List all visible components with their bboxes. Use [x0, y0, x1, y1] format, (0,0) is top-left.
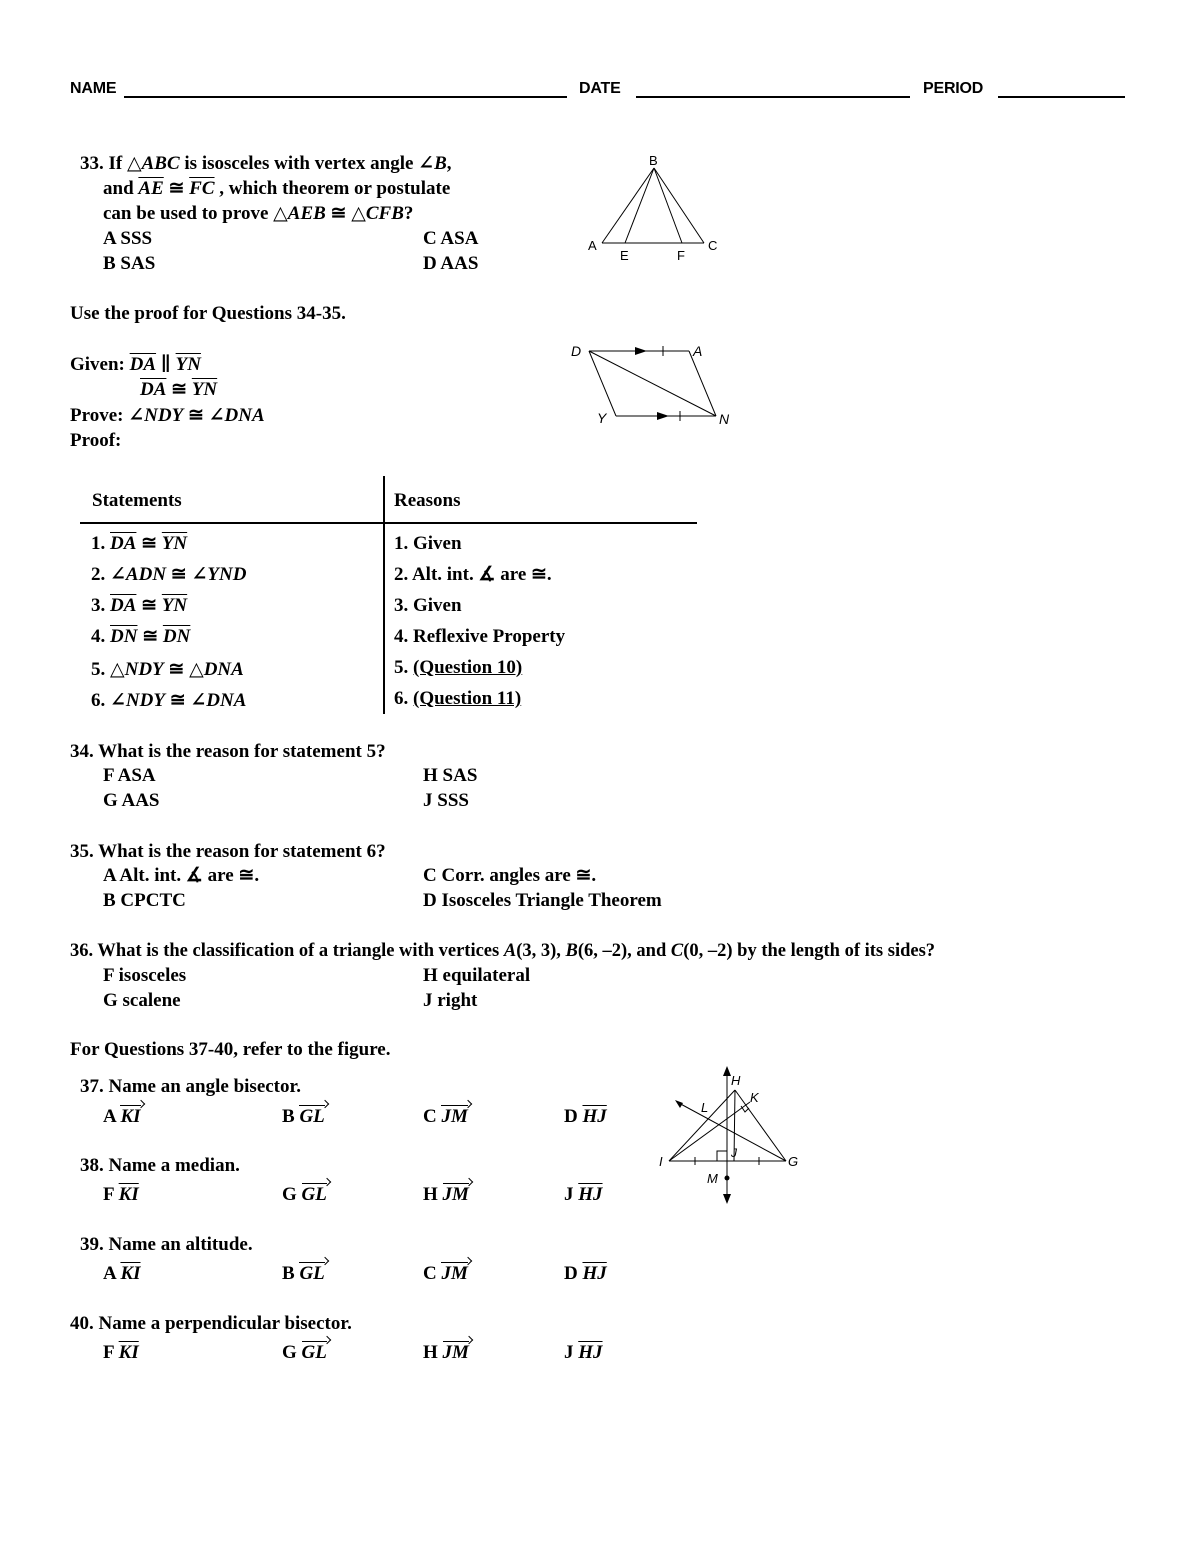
q33-text-line2: and $\overline{AE}$ ≅ $\overline{FC}$ , which theorem or postulate	[103, 178, 451, 199]
q34-text: 34. What is the reason for statement 5?	[70, 741, 386, 762]
given-line2: $\overline{DA}$ ≅ $\overline{YN}$	[140, 379, 218, 400]
proof-heading: Use the proof for Questions 34-35.	[70, 303, 346, 324]
q38-option-h[interactable]: H JM	[423, 1184, 469, 1205]
q36-option-f[interactable]: F isosceles	[103, 965, 187, 986]
date-field[interactable]	[636, 96, 910, 98]
q40-option-f[interactable]: F $\overline{KI}$	[103, 1342, 139, 1363]
q37-option-a[interactable]: A KI	[103, 1106, 141, 1127]
date-label: DATE	[579, 80, 621, 97]
label-F: F	[677, 248, 685, 263]
q35-option-d[interactable]: D Isosceles Triangle Theorem	[423, 890, 662, 911]
q34-option-f[interactable]: F ASA	[103, 765, 156, 786]
parallelogram-figure	[565, 338, 740, 433]
proof-table-vline	[383, 476, 385, 714]
q36-option-g[interactable]: G scalene	[103, 990, 181, 1011]
q39-text: 39. Name an altitude.	[80, 1234, 253, 1255]
reason-4: 4. Reflexive Property	[394, 626, 566, 647]
q38-text: 38. Name a median.	[80, 1155, 240, 1176]
reason-5: 5. (Question 10)	[394, 657, 523, 678]
triangle-segments-figure	[655, 1062, 805, 1207]
q40-option-g[interactable]: G GL	[282, 1342, 327, 1363]
q38-option-j[interactable]: J $\overline{HJ}$	[564, 1184, 603, 1205]
proof-label: Proof:	[70, 430, 122, 451]
prove-line: Prove: ∠NDY ≅ ∠DNA	[70, 405, 265, 426]
q36-text: 36. What is the classification of a triangle with vertices A(3, 3), B(6, –2), and C(0, –2) by the length of its sides?	[70, 941, 936, 961]
q35-option-b[interactable]: B CPCTC	[103, 890, 186, 911]
label-J: J	[731, 1146, 737, 1160]
statements-header: Statements	[92, 490, 182, 511]
label-M: M	[707, 1171, 718, 1186]
figure-section-heading: For Questions 37-40, refer to the figure.	[70, 1039, 391, 1060]
q37-option-c[interactable]: C JM	[423, 1106, 468, 1127]
isosceles-triangle-figure	[580, 150, 730, 265]
question-11-link[interactable]: (Question 11)	[413, 688, 522, 709]
q36-option-j[interactable]: J right	[423, 990, 478, 1011]
label-C: C	[708, 238, 718, 253]
q35-option-a[interactable]: A Alt. int. ∡ are ≅.	[103, 865, 260, 886]
reasons-header: Reasons	[394, 490, 461, 511]
label-A: A	[588, 238, 597, 253]
reason-3: 3. Given	[394, 595, 462, 616]
label-B: B	[649, 153, 658, 168]
label-H: H	[731, 1073, 741, 1088]
label-I: I	[659, 1154, 663, 1169]
given-line1: Given: $\overline{DA}$ ∥ $\overline{YN}$	[70, 354, 201, 375]
q39-option-b[interactable]: B GL	[282, 1263, 325, 1284]
statement-4: 4. $\overline{DN}$ ≅ $\overline{DN}$	[91, 626, 191, 647]
q35-option-c[interactable]: C Corr. angles are ≅.	[423, 865, 597, 886]
statement-3: 3. $\overline{DA}$ ≅ $\overline{YN}$	[91, 595, 188, 616]
q37-option-d[interactable]: D $\overline{HJ}$	[564, 1106, 607, 1127]
label-N: N	[719, 411, 730, 427]
q38-option-f[interactable]: F $\overline{KI}$	[103, 1184, 139, 1205]
q39-option-c[interactable]: C JM	[423, 1263, 468, 1284]
q39-option-d[interactable]: D $\overline{HJ}$	[564, 1263, 607, 1284]
name-label: NAME	[70, 80, 117, 97]
q33-text-line3: can be used to prove △AEB ≅ △CFB?	[103, 203, 414, 224]
q34-option-g[interactable]: G AAS	[103, 790, 160, 811]
label-Y: Y	[597, 410, 607, 426]
name-field[interactable]	[124, 96, 567, 98]
q40-option-j[interactable]: J $\overline{HJ}$	[564, 1342, 603, 1363]
label-D: D	[571, 343, 582, 359]
q40-option-h[interactable]: H JM	[423, 1342, 469, 1363]
period-label: PERIOD	[923, 80, 984, 97]
statement-5: 5. △NDY ≅ △DNA	[91, 659, 244, 680]
q33-option-a[interactable]: A SSS	[103, 228, 153, 249]
statement-2: 2. ∠ADN ≅ ∠YND	[91, 564, 247, 585]
label-L: L	[701, 1100, 709, 1115]
label-E: E	[620, 248, 629, 263]
period-field[interactable]	[998, 96, 1125, 98]
reason-6: 6. (Question 11)	[394, 688, 522, 709]
q34-option-h[interactable]: H SAS	[423, 765, 478, 786]
q33-option-b[interactable]: B SAS	[103, 253, 156, 274]
q37-text: 37. Name an angle bisector.	[80, 1076, 301, 1097]
label-A-para: A	[693, 343, 703, 359]
statement-6: 6. ∠NDY ≅ ∠DNA	[91, 690, 247, 711]
label-K: K	[750, 1090, 759, 1105]
question-10-link[interactable]: (Question 10)	[413, 657, 523, 678]
q40-text: 40. Name a perpendicular bisector.	[70, 1313, 352, 1334]
q34-option-j[interactable]: J SSS	[423, 790, 469, 811]
q33-option-d[interactable]: D AAS	[423, 253, 479, 274]
q33-option-c[interactable]: C ASA	[423, 228, 479, 249]
statement-1: 1. $\overline{DA}$ ≅ $\overline{YN}$	[91, 533, 188, 554]
reason-1: 1. Given	[394, 533, 462, 554]
q35-text: 35. What is the reason for statement 6?	[70, 841, 386, 862]
q38-option-g[interactable]: G GL	[282, 1184, 327, 1205]
q37-option-b[interactable]: B GL	[282, 1106, 325, 1127]
q36-option-h[interactable]: H equilateral	[423, 965, 531, 986]
reason-2: 2. Alt. int. ∡ are ≅.	[394, 564, 552, 585]
q39-option-a[interactable]: A $\overline{KI}$	[103, 1263, 141, 1284]
proof-table-hline	[80, 522, 697, 524]
q33-text: 33. If △ABC is isosceles with vertex angle ∠B,	[80, 153, 452, 174]
label-G: G	[788, 1154, 799, 1169]
